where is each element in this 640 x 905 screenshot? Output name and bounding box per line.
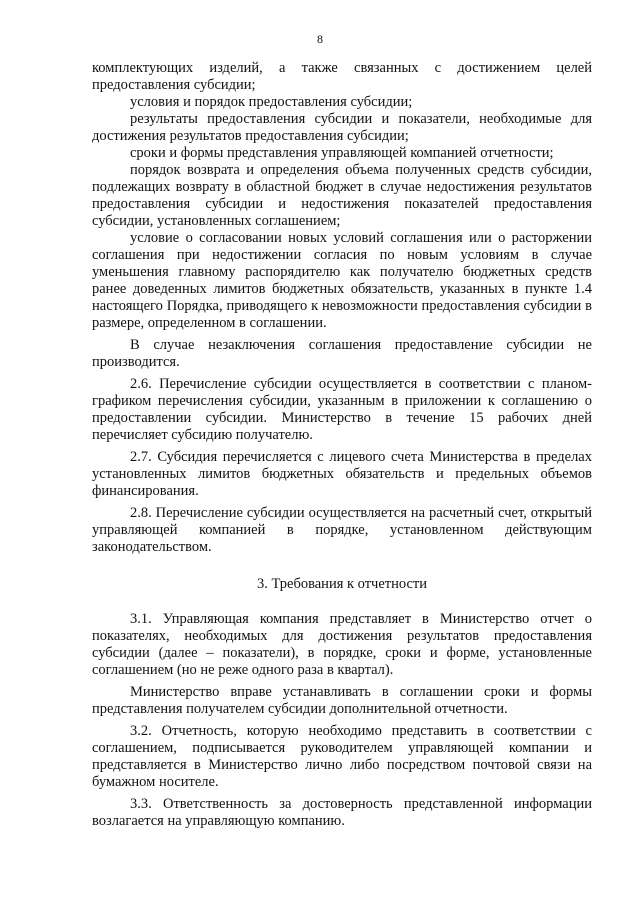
- document-body: [92, 60, 592, 830]
- paragraph: 2.8. Перечисление субсидии осуществляется на расчетный счет, открытый управляющей компанией в порядке, установленном действующим законодательством.: [92, 505, 592, 555]
- paragraph: 2.6. Перечисление субсидии осуществляется в соответствии с планом-графиком перечисления субсидии, указанным в приложении к соглашению о предоставлении субсидии. Министерство в течение 15 рабочих дней перечисляет субсидию получателю.: [92, 376, 592, 443]
- paragraph: Министерство вправе устанавливать в соглашении сроки и формы представления получателем субсидии дополнительной отчетности.: [92, 684, 592, 717]
- section-2-continuation: [92, 60, 592, 556]
- paragraph: сроки и формы представления управляющей компанией отчетности;: [130, 145, 554, 161]
- paragraph: 3.1. Управляющая компания представляет в Министерство отчет о показателях, необходимых для достижения результатов предоставления субсидии (далее – показатели), в порядке, сроки и форме, установленные соглашением (но не реже одного раза в квартал).: [92, 611, 592, 678]
- paragraph: условие о согласовании новых условий соглашения или о расторжении соглашения при недостижении согласия по новым условиям в случае уменьшения главному распорядителю как получателю бюджетных средств ранее доведенных лимитов бюджетных обязательств, указанных в пункте 1.4 настоящего Порядка, приводящего к невозможности предоставления субсидии в размере, определенном в соглашении.: [92, 230, 592, 331]
- paragraph: комплектующих изделий, а также связанных с достижением целей предоставления субсидии;: [92, 60, 592, 93]
- page-number: 8: [317, 32, 323, 46]
- paragraph: В случае незаключения соглашения предоставление субсидии не производится.: [92, 337, 592, 370]
- paragraph: 3.2. Отчетность, которую необходимо представить в соответствии с соглашением, подписывается руководителем управляющей компании и представляется в Министерство лично либо посредством почтовой связи на бумажном носителе.: [92, 723, 592, 790]
- paragraph: 3.3. Ответственность за достоверность представленной информации возлагается на управляющую компанию.: [92, 796, 592, 829]
- paragraph: условия и порядок предоставления субсидии;: [130, 94, 413, 110]
- section-heading: 3. Требования к отчетности: [256, 576, 428, 592]
- paragraph: результаты предоставления субсидии и показатели, необходимые для достижения результатов предоставления субсидии;: [92, 111, 592, 144]
- paragraph: 2.7. Субсидия перечисляется с лицевого счета Министерства в пределах установленных лимитов бюджетных обязательств и предельных объемов финансирования.: [92, 449, 592, 499]
- section-3-body: [92, 611, 592, 830]
- paragraph: порядок возврата и определения объема полученных средств субсидии, подлежащих возврату в областной бюджет в случае недостижения результатов предоставления субсидии и недостижения показателей предоставления субсидии, установленных соглашением;: [92, 162, 592, 229]
